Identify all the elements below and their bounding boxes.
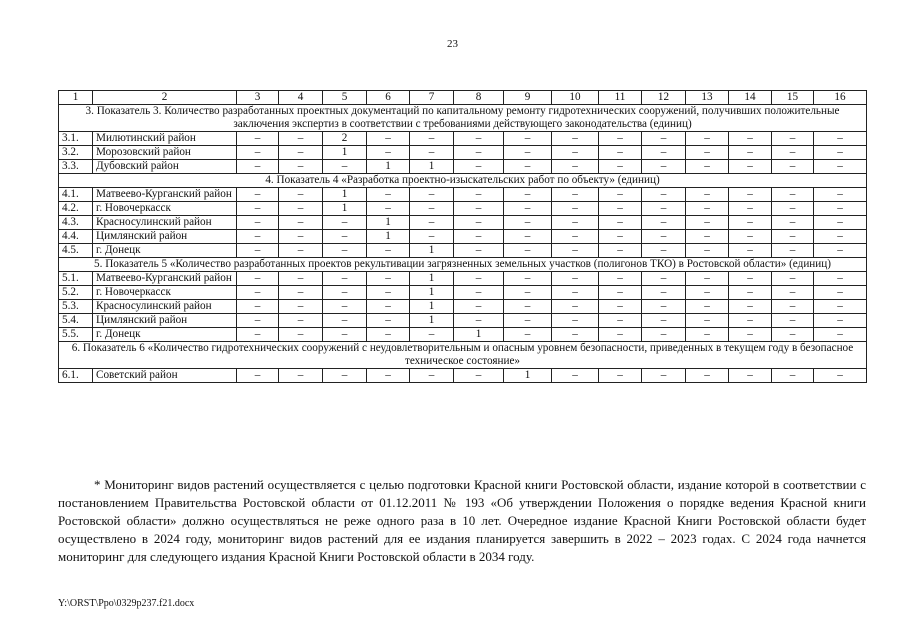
row-number: 5.4. [59,314,93,328]
value-cell: – [814,188,867,202]
value-cell: – [237,188,279,202]
row-name: Милютинский район [93,132,237,146]
value-cell: – [642,160,686,174]
value-cell: – [323,328,367,342]
value-cell: 1 [410,272,454,286]
value-cell: – [599,244,642,258]
value-cell: 1 [323,188,367,202]
header-cell: 7 [410,91,454,105]
value-cell: – [410,146,454,160]
indicators-table [58,90,867,383]
value-cell: – [814,202,867,216]
value-cell: – [772,328,814,342]
value-cell: 1 [504,369,552,383]
value-cell: – [279,300,323,314]
value-cell: – [686,314,729,328]
value-cell: 1 [454,328,504,342]
value-cell: 2 [323,132,367,146]
value-cell: – [686,369,729,383]
value-cell: – [686,328,729,342]
value-cell: – [504,328,552,342]
value-cell: – [729,244,772,258]
value-cell: – [323,244,367,258]
value-cell: – [237,328,279,342]
section-title: 3. Показатель 3. Количество разработанных проектных документаций по капитальному ремонту гидротехнических сооружений, получивших положительные заключения экспертиз в соответствии с требованиями действующего законодательства (единиц) [59,105,867,132]
row-number: 3.3. [59,160,93,174]
value-cell: – [642,188,686,202]
value-cell: – [552,272,599,286]
value-cell: – [642,300,686,314]
value-cell: – [367,328,410,342]
value-cell: – [237,230,279,244]
value-cell: – [504,314,552,328]
value-cell: – [552,314,599,328]
value-cell: – [454,202,504,216]
value-cell: – [504,188,552,202]
value-cell: – [367,244,410,258]
value-cell: – [504,160,552,174]
value-cell: – [367,188,410,202]
value-cell: – [454,286,504,300]
value-cell: – [552,132,599,146]
value-cell: 1 [367,216,410,230]
value-cell: – [729,146,772,160]
value-cell: – [367,272,410,286]
value-cell: – [599,216,642,230]
file-path: Y:\ORST\Ppo\0329p237.f21.docx [58,598,195,609]
value-cell: – [454,216,504,230]
value-cell: – [642,146,686,160]
value-cell: – [279,216,323,230]
value-cell: – [410,202,454,216]
row-number: 4.4. [59,230,93,244]
table-row [59,369,867,383]
header-cell: 8 [454,91,504,105]
row-name: Советский район [93,369,237,383]
value-cell: – [729,369,772,383]
value-cell: – [599,369,642,383]
table-header-row [59,91,867,105]
value-cell: – [686,230,729,244]
row-number: 5.1. [59,272,93,286]
value-cell: 1 [323,202,367,216]
value-cell: – [599,328,642,342]
table-row [59,244,867,258]
value-cell: – [323,314,367,328]
value-cell: – [552,286,599,300]
row-name: Цимлянский район [93,314,237,328]
row-number: 3.2. [59,146,93,160]
value-cell: – [552,188,599,202]
page-number: 23 [447,38,458,50]
row-number: 4.3. [59,216,93,230]
value-cell: – [599,286,642,300]
value-cell: – [599,272,642,286]
value-cell: – [772,216,814,230]
value-cell: – [504,286,552,300]
value-cell: – [367,202,410,216]
value-cell: – [279,202,323,216]
value-cell: – [279,286,323,300]
value-cell: – [599,132,642,146]
row-name: Матвеево-Курганский район [93,188,237,202]
value-cell: – [323,369,367,383]
value-cell: – [729,216,772,230]
value-cell: – [323,300,367,314]
table-row [59,328,867,342]
value-cell: – [772,300,814,314]
value-cell: – [552,369,599,383]
value-cell: – [552,146,599,160]
row-number: 3.1. [59,132,93,146]
table-row [59,286,867,300]
value-cell: 1 [367,230,410,244]
value-cell: – [454,272,504,286]
value-cell: – [279,132,323,146]
value-cell: – [686,132,729,146]
value-cell: – [410,132,454,146]
value-cell: – [599,146,642,160]
value-cell: – [729,230,772,244]
row-number: 5.2. [59,286,93,300]
row-name: г. Новочеркасск [93,202,237,216]
value-cell: – [504,244,552,258]
value-cell: – [410,230,454,244]
section-title-row [59,105,867,132]
value-cell: – [552,160,599,174]
value-cell: – [814,160,867,174]
value-cell: – [599,300,642,314]
section-title: 6. Показатель 6 «Количество гидротехнических сооружений с неудовлетворительным и опасным уровнем безопасности, приведенных в текущем году в безопасное техническое состояние» [59,342,867,369]
value-cell: – [279,328,323,342]
footnote: * Мониторинг видов растений осуществляется с целью подготовки Красной книги Ростовской области, издание которой в соответствии с постановлением Правительства Ростовской области от 01.12.2011 № 193 «Об утверждении Положения о порядке ведения Красной книги Ростовской области» должно осуществляться не реже одного раза в 10 лет. Очередное издание Красной Книги Ростовской области будет осуществлено в 2024 году, мониторинг видов растений для ее издания планируется завершить в 2022 – 2023 годах. С 2024 года начнется мониторинг для следующего издания Красной Книги Ростовской области в 2034 году. [58,477,866,564]
value-cell: – [599,202,642,216]
header-cell: 1 [59,91,93,105]
value-cell: – [552,202,599,216]
section-title-row [59,174,867,188]
row-number: 5.3. [59,300,93,314]
value-cell: – [772,230,814,244]
value-cell: – [454,314,504,328]
value-cell: – [323,230,367,244]
value-cell: – [772,272,814,286]
value-cell: – [814,300,867,314]
value-cell: – [814,272,867,286]
value-cell: – [279,188,323,202]
value-cell: – [454,160,504,174]
table-row [59,300,867,314]
value-cell: – [279,160,323,174]
table-row [59,272,867,286]
value-cell: – [729,272,772,286]
header-cell: 12 [642,91,686,105]
value-cell: – [772,202,814,216]
value-cell: – [237,314,279,328]
value-cell: – [599,160,642,174]
value-cell: – [367,314,410,328]
value-cell: – [367,132,410,146]
header-cell: 5 [323,91,367,105]
row-name: Дубовский район [93,160,237,174]
value-cell: – [323,272,367,286]
value-cell: – [686,300,729,314]
value-cell: – [552,300,599,314]
value-cell: – [814,286,867,300]
row-name: г. Донецк [93,328,237,342]
value-cell: – [323,286,367,300]
value-cell: – [642,314,686,328]
value-cell: – [642,216,686,230]
value-cell: – [367,146,410,160]
value-cell: – [729,160,772,174]
value-cell: – [504,202,552,216]
header-cell: 6 [367,91,410,105]
value-cell: – [237,272,279,286]
value-cell: – [772,160,814,174]
table-row [59,188,867,202]
value-cell: – [729,328,772,342]
value-cell: – [552,216,599,230]
value-cell: – [686,244,729,258]
value-cell: – [279,146,323,160]
value-cell: – [642,272,686,286]
value-cell: – [642,328,686,342]
value-cell: – [772,188,814,202]
value-cell: – [410,328,454,342]
value-cell: 1 [410,314,454,328]
section-title-row [59,342,867,369]
row-number: 4.5. [59,244,93,258]
value-cell: – [237,216,279,230]
value-cell: – [367,286,410,300]
value-cell: – [454,230,504,244]
section-title: 5. Показатель 5 «Количество разработанных проектов рекультивации загрязненных земельных участков (полигонов ТКО) в Ростовской области» (единиц) [59,258,867,272]
header-cell: 9 [504,91,552,105]
value-cell: – [323,160,367,174]
value-cell: – [504,132,552,146]
value-cell: – [686,216,729,230]
value-cell: – [772,369,814,383]
value-cell: – [410,369,454,383]
value-cell: – [686,188,729,202]
row-number: 4.2. [59,202,93,216]
value-cell: – [814,146,867,160]
value-cell: – [642,230,686,244]
header-cell: 14 [729,91,772,105]
value-cell: – [772,286,814,300]
row-name: г. Новочеркасск [93,286,237,300]
table-row [59,230,867,244]
row-number: 6.1. [59,369,93,383]
value-cell: – [642,286,686,300]
value-cell: – [686,272,729,286]
value-cell: – [279,230,323,244]
value-cell: – [686,146,729,160]
row-name: г. Донецк [93,244,237,258]
header-cell: 13 [686,91,729,105]
value-cell: – [454,244,504,258]
row-name: Морозовский район [93,146,237,160]
value-cell: – [642,132,686,146]
value-cell: – [504,230,552,244]
value-cell: – [454,146,504,160]
value-cell: – [504,216,552,230]
value-cell: – [729,132,772,146]
value-cell: 1 [410,286,454,300]
table-row [59,202,867,216]
value-cell: – [410,188,454,202]
value-cell: – [814,216,867,230]
value-cell: – [599,230,642,244]
row-number: 5.5. [59,328,93,342]
value-cell: – [279,314,323,328]
header-cell: 15 [772,91,814,105]
value-cell: – [729,188,772,202]
header-cell: 16 [814,91,867,105]
row-name: Красносулинский район [93,300,237,314]
value-cell: 1 [367,160,410,174]
value-cell: – [237,369,279,383]
value-cell: – [772,314,814,328]
header-cell: 10 [552,91,599,105]
value-cell: – [237,132,279,146]
value-cell: – [599,314,642,328]
value-cell: – [686,202,729,216]
value-cell: – [599,188,642,202]
section-title-row [59,258,867,272]
value-cell: – [642,369,686,383]
value-cell: – [814,314,867,328]
value-cell: – [686,160,729,174]
value-cell: – [642,244,686,258]
row-name: Матвеево-Курганский район [93,272,237,286]
table-row [59,132,867,146]
value-cell: – [410,216,454,230]
value-cell: – [642,202,686,216]
value-cell: – [454,132,504,146]
value-cell: – [772,244,814,258]
value-cell: – [552,244,599,258]
table-row [59,216,867,230]
value-cell: – [237,244,279,258]
value-cell: – [729,202,772,216]
value-cell: – [504,146,552,160]
value-cell: – [772,146,814,160]
table-row [59,314,867,328]
value-cell: – [552,230,599,244]
value-cell: – [237,300,279,314]
value-cell: – [367,300,410,314]
value-cell: – [729,286,772,300]
value-cell: – [454,188,504,202]
value-cell: 1 [410,160,454,174]
value-cell: – [323,216,367,230]
value-cell: 1 [410,300,454,314]
value-cell: – [504,300,552,314]
value-cell: – [552,328,599,342]
header-cell: 2 [93,91,237,105]
value-cell: 1 [410,244,454,258]
value-cell: – [504,272,552,286]
value-cell: – [814,132,867,146]
header-cell: 4 [279,91,323,105]
value-cell: – [237,146,279,160]
value-cell: – [814,244,867,258]
value-cell: – [729,314,772,328]
value-cell: – [237,160,279,174]
value-cell: – [454,369,504,383]
table-row [59,160,867,174]
value-cell: – [367,369,410,383]
value-cell: – [279,272,323,286]
value-cell: – [772,132,814,146]
header-cell: 3 [237,91,279,105]
value-cell: – [454,300,504,314]
header-cell: 11 [599,91,642,105]
value-cell: – [686,286,729,300]
table-row [59,146,867,160]
value-cell: – [279,369,323,383]
value-cell: – [729,300,772,314]
section-title: 4. Показатель 4 «Разработка проектно-изыскательских работ по объекту» (единиц) [59,174,867,188]
value-cell: – [814,369,867,383]
value-cell: – [237,202,279,216]
value-cell: – [279,244,323,258]
value-cell: 1 [323,146,367,160]
row-number: 4.1. [59,188,93,202]
value-cell: – [814,230,867,244]
value-cell: – [237,286,279,300]
row-name: Красносулинский район [93,216,237,230]
value-cell: – [814,328,867,342]
row-name: Цимлянский район [93,230,237,244]
